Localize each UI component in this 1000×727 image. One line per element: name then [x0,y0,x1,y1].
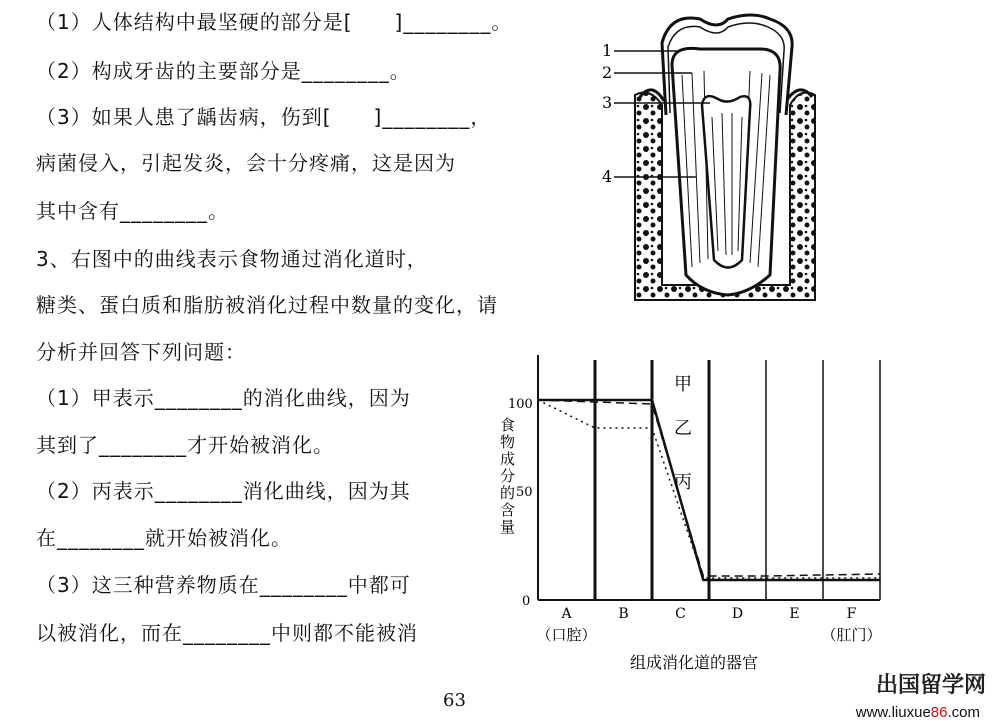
question-line: 在________就开始被消化。 [36,526,292,550]
y-axis-label-char: 成 [500,450,516,468]
y-axis-label-char: 含 [500,501,516,519]
x-tick-F: F [846,606,857,622]
watermark-text: 出国留学网 [875,673,986,698]
y-axis-label-char: 食 [500,416,516,434]
series-point [765,577,767,579]
watermark-url-number: 86 [930,704,948,721]
watermark-url-prefix: www.liuxue [855,704,931,721]
question-line: 3、右图中的曲线表示食物通过消化道时， [36,247,428,271]
x-axis-label: 组成消化道的器官 [630,653,759,672]
question-line: （1）甲表示________的消化曲线，因为 [36,386,411,410]
question-line: 分析并回答下列问题： [36,340,246,364]
series-point [879,577,881,579]
series-point [765,575,767,577]
question-line: 病菌侵入，引起发炎，会十分疼痛，这是因为 [36,151,456,175]
tooth-diagram [600,5,860,315]
series-point [594,401,596,403]
question-line: （2）构成牙齿的主要部分是________。 [36,59,411,83]
tooth-label-2: 2 [602,63,613,82]
x-tick-D: D [731,606,744,622]
series-point [594,399,596,401]
y-axis-label-char: 分 [500,467,516,485]
y-axis-label [500,416,515,536]
series-label-2: 丙 [674,472,692,493]
series-point [765,579,767,581]
series-point [703,579,705,581]
tooth-label-4: 4 [602,167,613,186]
x-tick-B: B [618,606,629,622]
y-axis-label-char: 的 [500,484,516,502]
x-tick-A: A [561,606,572,622]
question-line: （2）丙表示________消化曲线，因为其 [36,479,411,503]
series-label-0: 甲 [674,374,692,395]
series-point [537,399,539,401]
x-sublabel-A: （口腔） [536,626,597,644]
series-point [651,399,653,401]
y-tick-50: 50 [516,485,533,500]
series-point [703,577,705,579]
x-sublabel-F: （肛门） [821,626,882,644]
question-line: 其中含有________。 [36,199,229,223]
question-line: 以被消化，而在________中则都不能被消 [36,621,418,645]
question-line: （3）如果人患了龋齿病，伤到[ ]________， [36,105,492,129]
x-tick-C: C [675,606,686,622]
series-point [594,427,596,429]
digestion-chart [490,350,890,680]
x-tick-E: E [789,606,800,622]
question-line: （1）人体结构中最坚硬的部分是[ ]________。 [36,10,513,34]
question-line: 糖类、蛋白质和脂肪被消化过程中数量的变化，请 [36,293,498,317]
tooth-label-3: 3 [602,93,613,112]
y-axis-label-char: 量 [500,518,516,536]
watermark-url-suffix: .com [947,704,980,721]
series-label-1: 乙 [674,418,692,439]
tooth-label-1: 1 [602,41,613,60]
series-point [879,579,881,581]
question-line: 其到了________才开始被消化。 [36,433,334,457]
series-point [879,573,881,575]
question-line: （3）这三种营养物质在________中都可 [36,573,411,597]
watermark-url [856,704,980,721]
series-point [651,427,653,429]
page-number: 63 [443,690,466,711]
plot-area [536,355,881,644]
y-axis-label-char: 物 [500,433,516,451]
y-tick-0: 0 [522,594,531,609]
series-point [651,403,653,405]
y-tick-100: 100 [508,397,533,412]
